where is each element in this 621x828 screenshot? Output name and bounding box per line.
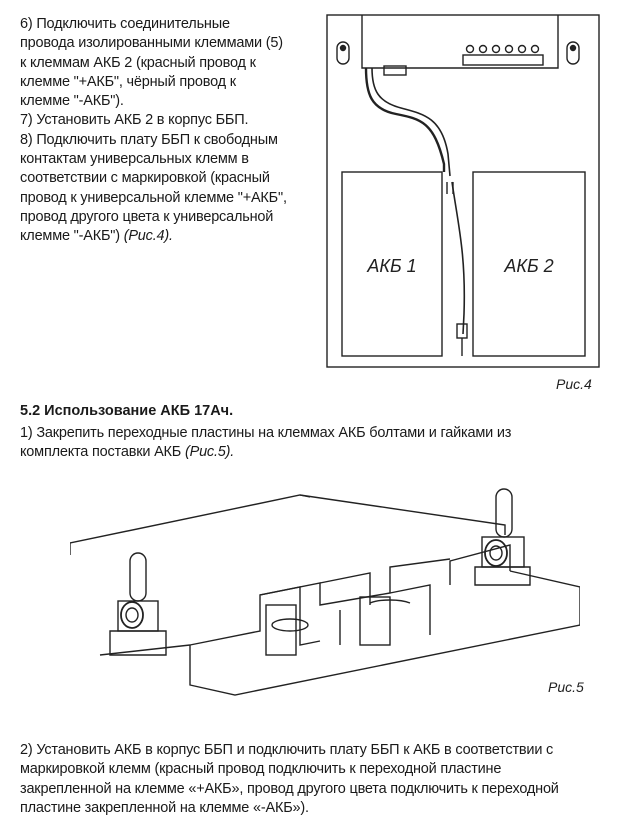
left-terminal — [100, 553, 190, 655]
instruction-line: 7) Установить АКБ 2 в корпус ББП. — [20, 112, 249, 129]
section-heading: 5.2 Использование АКБ 17Ач. — [20, 403, 234, 419]
wire-to-battery — [452, 182, 464, 334]
instruction-line: клемме "+АКБ", чёрный провод к — [20, 73, 236, 90]
instruction-text: клемме "-АКБ") — [20, 228, 120, 245]
instruction-line: контактам универсальных клемм в — [20, 151, 249, 168]
instruction-line: 8) Подключить плату ББП к свободным — [20, 131, 278, 148]
step-1-line — [20, 443, 610, 462]
step-1-line: 1) Закрепить переходные пластины на клеммах АКБ болтами и гайками из — [20, 425, 512, 441]
instruction-line: соответствии с маркировкой (красный — [20, 170, 270, 187]
instruction-line — [20, 227, 320, 246]
step-2-line: 2) Установить АКБ в корпус ББП и подключить плату ББП к АКБ в соответствии с — [20, 742, 554, 758]
step-2-line: маркировкой клемм (красный провод подключить к переходной пластине — [20, 761, 502, 778]
section-step-2 — [20, 741, 615, 818]
right-terminal — [475, 489, 530, 585]
figure-5-caption: Рис.5 — [548, 679, 584, 695]
instruction-line: к клеммам АКБ 2 (красный провод к — [20, 54, 256, 71]
figure-reference: (Рис.5). — [184, 444, 235, 461]
instruction-line: провод к универсальной клемме "+АКБ", — [20, 189, 287, 206]
battery-2-label: АКБ 2 — [504, 256, 554, 276]
battery-lid — [70, 495, 505, 543]
figure-4-caption: Рис.4 — [556, 376, 592, 392]
instruction-line: провод другого цвета к универсальной — [20, 208, 274, 225]
pcb-board — [362, 15, 558, 68]
step-2-line: пластине закрепленной на клемме «-АКБ»). — [20, 799, 309, 816]
instructions-top — [20, 15, 320, 247]
figure-5-diagram — [70, 485, 580, 700]
instruction-line: клемме "-АКБ"). — [20, 93, 124, 110]
step-1-text: комплекта поставки АКБ — [20, 444, 182, 461]
figure-4-diagram — [326, 14, 601, 370]
section-step-1 — [20, 424, 610, 463]
battery-1-label: АКБ 1 — [367, 256, 417, 276]
figure-reference: (Рис.4). — [123, 228, 173, 245]
instruction-line: 6) Подключить соединительные — [20, 16, 230, 32]
terminal-block-top — [463, 46, 543, 66]
step-2-line: закрепленной на клемме «+АКБ», провод другого цвета подключить к переходной — [20, 780, 559, 797]
instruction-line: провода изолированными клеммами (5) — [20, 35, 283, 52]
wire-red — [372, 68, 450, 176]
